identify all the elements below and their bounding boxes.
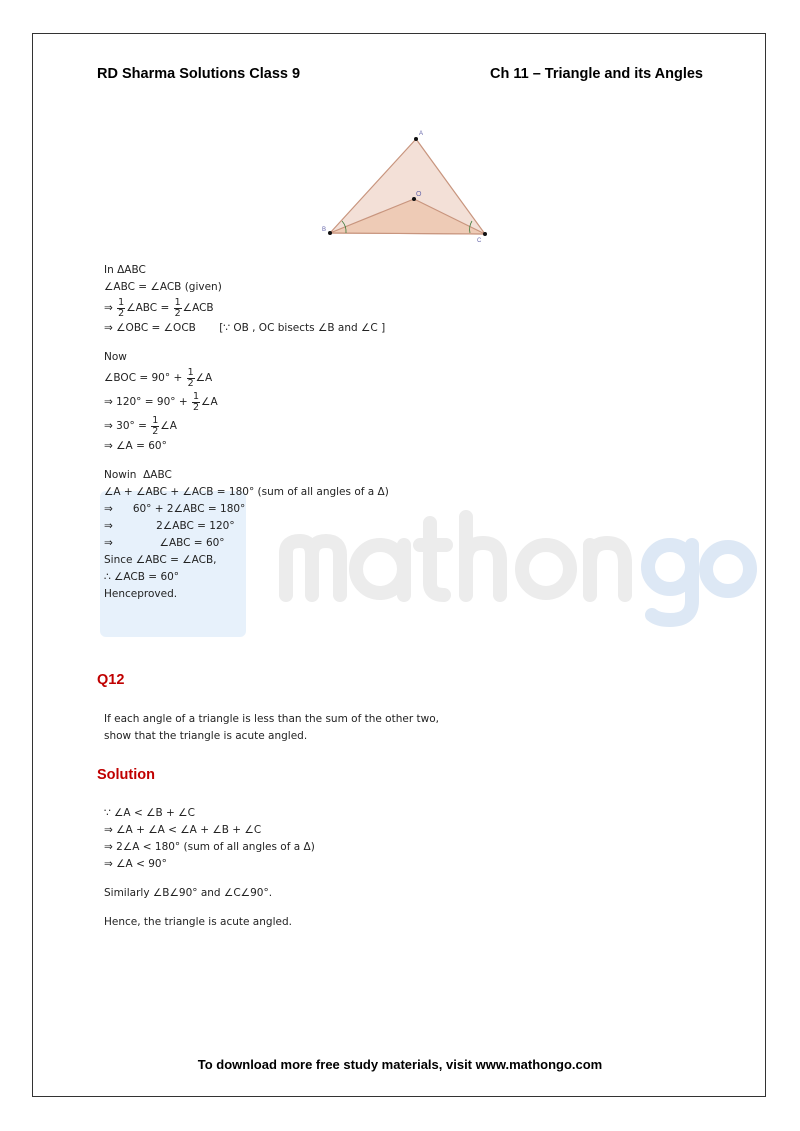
numerator: 1: [152, 414, 159, 426]
denominator: 2: [152, 425, 159, 437]
math-text: ∴ ∠ACB = 60°: [104, 571, 180, 583]
math-text: ⇒ ∠A = 60°: [104, 440, 167, 452]
spacer: [104, 337, 389, 349]
fraction: [151, 416, 159, 437]
header-book-title: RD Sharma Solutions Class 9: [97, 66, 301, 82]
denominator: 2: [174, 307, 181, 319]
math-text: ⇒ ∠A + ∠A < ∠A + ∠B + ∠C: [104, 824, 262, 836]
question-line: show that the triangle is acute angled.: [104, 730, 308, 742]
math-line: [104, 349, 389, 366]
solution-label: Solution: [97, 767, 155, 783]
math-text: ⇒ 2∠A < 180° (sum of all angles of a Δ): [104, 841, 315, 853]
math-text: ∠ABC =: [126, 302, 173, 314]
math-text: Henceproved.: [104, 588, 178, 600]
math-text: ∠A + ∠ABC + ∠ACB = 180° (sum of all angles of a Δ): [104, 486, 389, 498]
label-c: C: [477, 238, 482, 244]
math-text: ∠A: [201, 396, 218, 408]
math-line: [104, 438, 389, 455]
math-text: ⇒ 2∠ABC = 120°: [104, 520, 235, 532]
math-line: [104, 885, 315, 902]
math-line: [104, 467, 389, 484]
math-line: [104, 366, 389, 390]
fraction: [117, 298, 125, 319]
label-o: O: [416, 191, 422, 198]
math-line: [104, 390, 389, 414]
header-chapter-title: Ch 11 – Triangle and its Angles: [490, 66, 703, 82]
math-line: [104, 296, 389, 320]
denominator: 2: [187, 377, 194, 389]
footer-note: To download more free study materials, visit www.mathongo.com: [197, 1057, 603, 1072]
vertex-c: [483, 232, 487, 236]
math-line: [104, 569, 389, 586]
math-line: [104, 279, 389, 296]
math-line: [104, 839, 315, 856]
math-line: [104, 822, 315, 839]
vertex-b: [328, 231, 332, 235]
proof-steps: [104, 262, 389, 603]
math-text: ⇒ 30° =: [104, 420, 151, 432]
math-text: ⇒ ∠ABC = 60°: [104, 537, 225, 549]
math-line: [104, 518, 389, 535]
question-line: If each angle of a triangle is less than the sum of the other two,: [104, 713, 439, 725]
math-text: ∠ACB: [182, 302, 214, 314]
fraction: [192, 392, 200, 413]
math-line: [104, 552, 389, 569]
denominator: 2: [118, 307, 125, 319]
solution-steps: [104, 805, 315, 931]
label-a: A: [419, 131, 424, 137]
numerator: 1: [187, 366, 194, 378]
math-line: [104, 414, 389, 438]
math-text: ⇒ ∠A < 90°: [104, 858, 167, 870]
math-text: ⇒ ∠OBC = ∠OCB [∵ OB , OC bisects ∠B and ∠C ]: [104, 322, 386, 334]
math-line: [104, 501, 389, 518]
fraction: [187, 368, 195, 389]
label-b: B: [322, 227, 327, 233]
math-text: ∠ABC = ∠ACB (given): [104, 281, 222, 293]
math-text: ⇒: [104, 302, 117, 314]
math-text: ∵ ∠A < ∠B + ∠C: [104, 807, 195, 819]
math-text: In ΔABC: [104, 264, 146, 276]
math-line: [104, 805, 315, 822]
math-text: ⇒ 60° + 2∠ABC = 180°: [104, 503, 246, 515]
math-line: [104, 535, 389, 552]
math-text: Now: [104, 351, 127, 363]
math-text: ∠BOC = 90° +: [104, 372, 186, 384]
numerator: 1: [192, 390, 200, 402]
spacer: [104, 455, 389, 467]
vertex-a: [414, 137, 418, 141]
denominator: 2: [192, 401, 200, 413]
math-text: ∠A: [195, 372, 213, 384]
math-line: [104, 320, 389, 337]
spacer: [104, 902, 315, 914]
math-text: Hence, the triangle is acute angled.: [104, 916, 292, 928]
math-line: [104, 856, 315, 873]
math-line: [104, 586, 389, 603]
math-line: [104, 484, 389, 501]
question-text: [104, 711, 439, 745]
math-text: ∠A: [160, 420, 177, 432]
triangle-figure: [310, 125, 500, 245]
numerator: 1: [118, 296, 125, 308]
math-text: Since ∠ABC = ∠ACB,: [104, 554, 217, 566]
math-line: [104, 262, 389, 279]
math-text: Similarly ∠B∠90° and ∠C∠90°.: [104, 887, 273, 899]
numerator: 1: [174, 296, 181, 308]
math-text: Nowin ΔABC: [104, 469, 172, 481]
question-label: Q12: [97, 672, 125, 688]
math-line: [104, 914, 315, 931]
math-text: ⇒ 120° = 90° +: [104, 396, 191, 408]
spacer: [104, 873, 315, 885]
fraction: [174, 298, 182, 319]
